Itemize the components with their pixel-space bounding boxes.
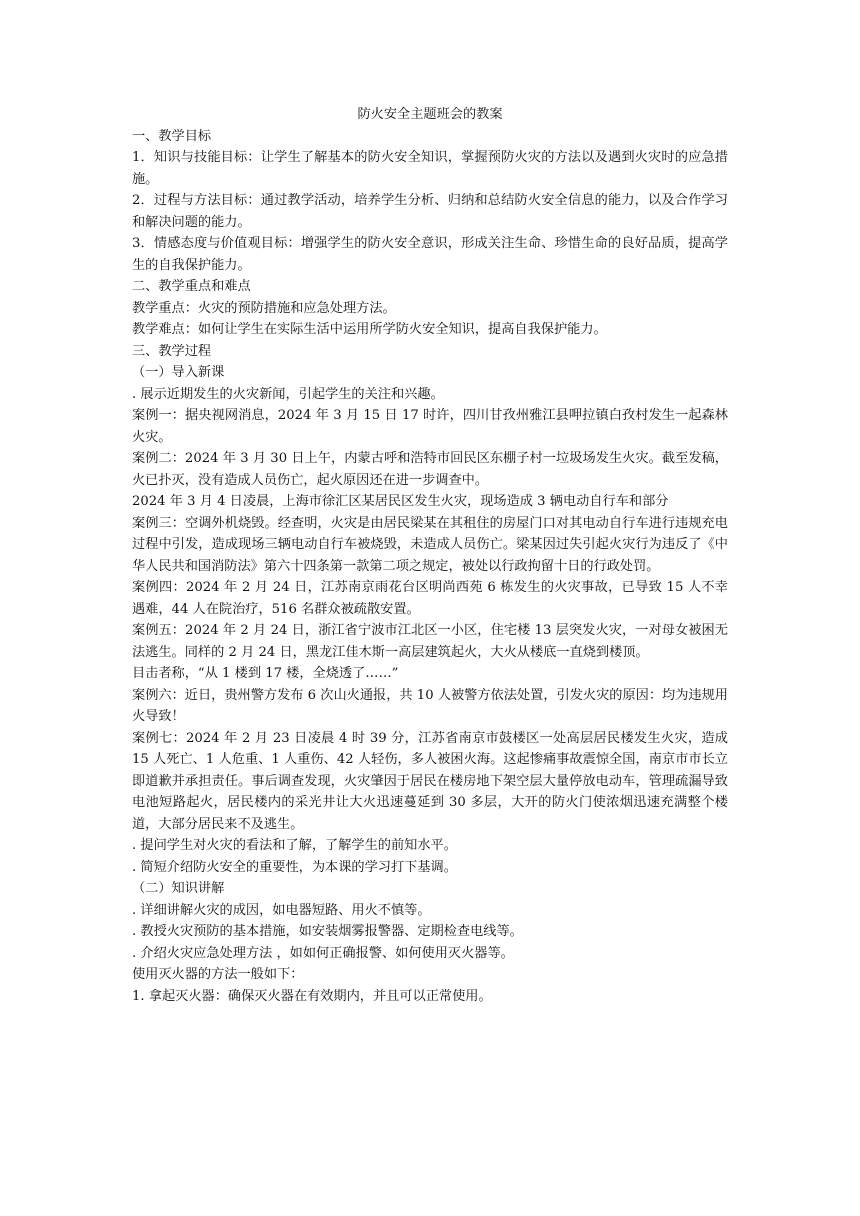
section-heading-key-points: 二、教学重点和难点: [132, 279, 251, 294]
case-paragraph: 案例七：2024 年 2 月 23 日凌晨 4 时 39 分，江苏省南京市鼓楼区一处高层居民楼发生火灾，造成 15 人死亡、1 人危重、1 人重伤、42 人轻伤，多人被困火海。这起惨痛事故震惊全国，南京市市长立即道歉并承担责任。事后调查发现，火灾肇因于居民在楼房地下架空层大量停放电动车，管理疏漏导致电池短路起火，居民楼内的采光井让大火迅速蔓延到 30 多层，大开的防火门使浓烟迅速充满整个楼道，大部分居民来不及逃生。: [132, 730, 728, 832]
paragraph: 使用灭火器的方法一般如下：: [132, 967, 304, 982]
section-heading-process: 三、教学过程: [132, 343, 212, 359]
paragraph: . 介绍火灾应急处理方法 ，如如何正确报警、如何使用灭火器等。: [132, 945, 514, 961]
subsection-heading-knowledge: （二）知识讲解: [132, 881, 225, 896]
paragraph: . 展示近期发生的火灾新闻，引起学生的关注和兴趣。: [132, 386, 444, 402]
paragraph: 目击者称，“从 1 楼到 17 楼，全烧透了……”: [132, 666, 399, 681]
document-title: 防火安全主题班会的教案: [357, 107, 503, 122]
paragraph: 1. 拿起灭火器：确保灭火器在有效期内，并且可以正常使用。: [132, 988, 492, 1004]
paragraph: 2．过程与方法目标：通过教学活动，培养学生分析、归纳和总结防火安全信息的能力，以及合作学习和解决问题的能力。: [132, 193, 728, 230]
document-page: [132, 104, 728, 1007]
paragraph: . 简短介绍防火安全的重要性，为本课的学习打下基调。: [132, 859, 457, 875]
case-paragraph: 案例一：据央视网消息，2024 年 3 月 15 日 17 时许，四川甘孜州雅江县呷拉镇白孜村发生一起森林火灾。: [132, 408, 728, 445]
case-paragraph: 案例五：2024 年 2 月 24 日，浙江省宁波市江北区一小区，住宅楼 13 层突发火灾，一对母女被困无法逃生。同样的 2 月 24 日，黑龙江佳木斯一高层建筑起火，大火从楼底一直烧到楼顶。: [132, 623, 728, 660]
case-paragraph: 2024 年 3 月 4 日凌晨，上海市徐汇区某居民区发生火灾，现场造成 3 辆电动自行车和部分: [132, 494, 669, 509]
case-paragraph: 案例六：近日，贵州警方发布 6 次山火通报，共 10 人被警方依法处置，引发火灾的原因：均为违规用火导致！: [132, 687, 728, 724]
case-paragraph: 案例四：2024 年 2 月 24 日，江苏南京雨花台区明尚西苑 6 栋发生的火灾事故，已导致 15 人不幸遇难，44 人在院治疗，516 名群众被疏散安置。: [132, 580, 728, 617]
paragraph: 教学重点：火灾的预防措施和应急处理方法。: [132, 300, 396, 316]
case-paragraph: 案例三：空调外机烧毁。经查明，火灾是由居民梁某在其租住的房屋门口对其电动自行车进行违规充电过程中引发，造成现场三辆电动自行车被烧毁，未造成人员伤亡。梁某因过失引起火灾行为违反了《中华人民共和国消防法》第六十四条第一款第二项之规定，被处以行政拘留十日的行政处罚。: [132, 515, 728, 574]
paragraph: . 提问学生对火灾的看法和了解，了解学生的前知水平。: [132, 838, 457, 853]
subsection-heading-intro: （一）导入新课: [132, 365, 225, 380]
paragraph: . 教授火灾预防的基本措施，如安装烟雾报警器、定期检查电线等。: [132, 924, 523, 939]
case-paragraph: 案例二：2024 年 3 月 30 日上午，内蒙古呼和浩特市回民区东棚子村一垃圾场发生火灾。截至发稿，火已扑灭，没有造成人员伤亡，起火原因还在进一步调查中。: [132, 451, 728, 488]
section-heading-objectives: 一、教学目标: [132, 128, 212, 144]
paragraph: 3．情感态度与价值观目标：增强学生的防火安全意识，形成关注生命、珍惜生命的良好品质，提高学生的自我保护能力。: [132, 236, 728, 273]
paragraph: 教学难点：如何让学生在实际生活中运用所学防火安全知识，提高自我保护能力。: [132, 322, 607, 337]
paragraph: 1．知识与技能目标：让学生了解基本的防火安全知识，掌握预防火灾的方法以及遇到火灾时的应急措施。: [132, 150, 728, 187]
paragraph: . 详细讲解火灾的成因，如电器短路、用火不慎等。: [132, 902, 431, 918]
